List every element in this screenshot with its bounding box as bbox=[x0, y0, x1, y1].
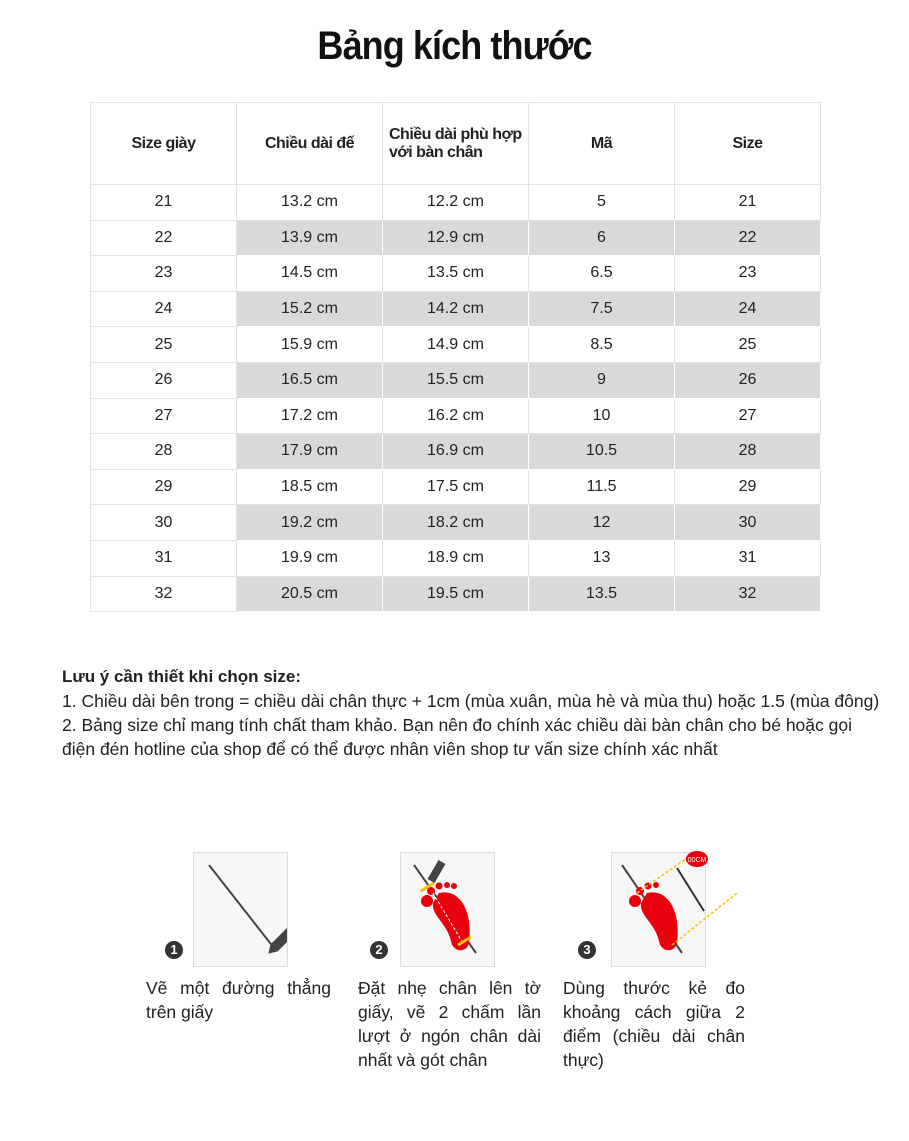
header-chieu-dai-chan: Chiều dài phù hợp với bàn chân bbox=[383, 103, 529, 185]
table-cell: 19.9 cm bbox=[237, 540, 383, 576]
table-row bbox=[91, 540, 821, 576]
table-cell: 15.5 cm bbox=[383, 362, 529, 398]
table-cell: 7.5 bbox=[529, 291, 675, 327]
table-cell: 11.5 bbox=[529, 469, 675, 505]
table-cell: 17.9 cm bbox=[237, 434, 383, 470]
table-cell: 16.2 cm bbox=[383, 398, 529, 434]
table-cell: 12.9 cm bbox=[383, 220, 529, 256]
table-cell: 14.5 cm bbox=[237, 256, 383, 292]
table-cell: 23 bbox=[91, 256, 237, 292]
notes-heading: Lưu ý cần thiết khi chọn size: bbox=[62, 667, 302, 686]
table-cell: 25 bbox=[675, 327, 821, 363]
step-2-number: 2 bbox=[370, 941, 388, 959]
table-cell: 29 bbox=[675, 469, 821, 505]
table-row bbox=[91, 398, 821, 434]
table-cell: 27 bbox=[675, 398, 821, 434]
table-row bbox=[91, 505, 821, 541]
table-cell: 26 bbox=[91, 362, 237, 398]
table-cell: 21 bbox=[675, 185, 821, 221]
notes bbox=[62, 664, 882, 761]
table-row bbox=[91, 185, 821, 221]
table-cell: 29 bbox=[91, 469, 237, 505]
step-2-caption: Đặt nhẹ chân lên tờ giấy, vẽ 2 chấm lần lượt ở ngón chân dài nhất và gót chân bbox=[358, 978, 541, 1070]
table-cell: 5 bbox=[529, 185, 675, 221]
table-cell: 6 bbox=[529, 220, 675, 256]
table-cell: 26 bbox=[675, 362, 821, 398]
table-cell: 13.2 cm bbox=[237, 185, 383, 221]
note-1: 1. Chiều dài bên trong = chiều dài chân thực + 1cm (mùa xuân, mùa hè và mùa thu) hoặc 1.5 (mùa đông) bbox=[62, 691, 880, 711]
table-cell: 30 bbox=[675, 505, 821, 541]
table-cell: 16.5 cm bbox=[237, 362, 383, 398]
note-2: 2. Bảng size chỉ mang tính chất tham khảo. Bạn nên đo chính xác chiều dài bàn chân cho bé hoặc gọi điện đén hotline của shop để có thể được nhân viên shop tư vấn size chính xác nhất bbox=[62, 715, 852, 759]
header-chieu-dai-de: Chiều dài đế bbox=[237, 103, 383, 185]
step-1-number: 1 bbox=[165, 941, 183, 959]
table-cell: 22 bbox=[91, 220, 237, 256]
table-cell: 17.2 cm bbox=[237, 398, 383, 434]
table-cell: 22 bbox=[675, 220, 821, 256]
table-row bbox=[91, 327, 821, 363]
table-row bbox=[91, 362, 821, 398]
table-row bbox=[91, 291, 821, 327]
table-cell: 32 bbox=[675, 576, 821, 612]
table-cell: 24 bbox=[91, 291, 237, 327]
table-cell: 12 bbox=[529, 505, 675, 541]
table-cell: 13 bbox=[529, 540, 675, 576]
table-cell: 13.5 bbox=[529, 576, 675, 612]
table-cell: 28 bbox=[91, 434, 237, 470]
table-cell: 13.9 cm bbox=[237, 220, 383, 256]
size-table bbox=[90, 102, 821, 612]
table-cell: 21 bbox=[91, 185, 237, 221]
table-cell: 20.5 cm bbox=[237, 576, 383, 612]
header-ma: Mã bbox=[529, 103, 675, 185]
table-cell: 17.5 cm bbox=[383, 469, 529, 505]
table-cell: 13.5 cm bbox=[383, 256, 529, 292]
table-cell: 18.5 cm bbox=[237, 469, 383, 505]
table-cell: 31 bbox=[675, 540, 821, 576]
table-cell: 18.9 cm bbox=[383, 540, 529, 576]
table-cell: 8.5 bbox=[529, 327, 675, 363]
step-1-illustration bbox=[193, 852, 288, 967]
length-badge: 00CM bbox=[687, 857, 707, 864]
step-3-illustration bbox=[611, 852, 706, 967]
page-title: Bảng kích thước bbox=[317, 24, 592, 68]
table-cell: 10 bbox=[529, 398, 675, 434]
measure-foot-icon bbox=[612, 853, 752, 966]
header-size: Size bbox=[675, 103, 821, 185]
table-cell: 24 bbox=[675, 291, 821, 327]
table-cell: 25 bbox=[91, 327, 237, 363]
table-cell: 30 bbox=[91, 505, 237, 541]
table-cell: 31 bbox=[91, 540, 237, 576]
pencil-line-icon bbox=[194, 853, 287, 966]
table-cell: 32 bbox=[91, 576, 237, 612]
table-cell: 15.2 cm bbox=[237, 291, 383, 327]
table-cell: 10.5 bbox=[529, 434, 675, 470]
table-cell: 18.2 cm bbox=[383, 505, 529, 541]
table-header bbox=[91, 103, 821, 185]
table-row bbox=[91, 220, 821, 256]
table-cell: 27 bbox=[91, 398, 237, 434]
table-cell: 15.9 cm bbox=[237, 327, 383, 363]
table-cell: 19.5 cm bbox=[383, 576, 529, 612]
table-cell: 12.2 cm bbox=[383, 185, 529, 221]
table-cell: 23 bbox=[675, 256, 821, 292]
header-size-giay: Size giày bbox=[91, 103, 237, 185]
table-cell: 16.9 cm bbox=[383, 434, 529, 470]
table-cell: 9 bbox=[529, 362, 675, 398]
table-row bbox=[91, 434, 821, 470]
table-cell: 28 bbox=[675, 434, 821, 470]
step-2-illustration bbox=[400, 852, 495, 967]
table-row bbox=[91, 576, 821, 612]
table-row bbox=[91, 469, 821, 505]
foot-icon bbox=[401, 853, 494, 966]
step-1-caption: Vẽ một đường thẳng trên giấy bbox=[146, 978, 331, 1022]
table-cell: 14.9 cm bbox=[383, 327, 529, 363]
table-cell: 6.5 bbox=[529, 256, 675, 292]
step-3-caption: Dùng thước kẻ đo khoảng cách giữa 2 điểm (chiều dài chân thực) bbox=[563, 978, 745, 1070]
step-3-number: 3 bbox=[578, 941, 596, 959]
table-row bbox=[91, 256, 821, 292]
table-cell: 14.2 cm bbox=[383, 291, 529, 327]
table-cell: 19.2 cm bbox=[237, 505, 383, 541]
